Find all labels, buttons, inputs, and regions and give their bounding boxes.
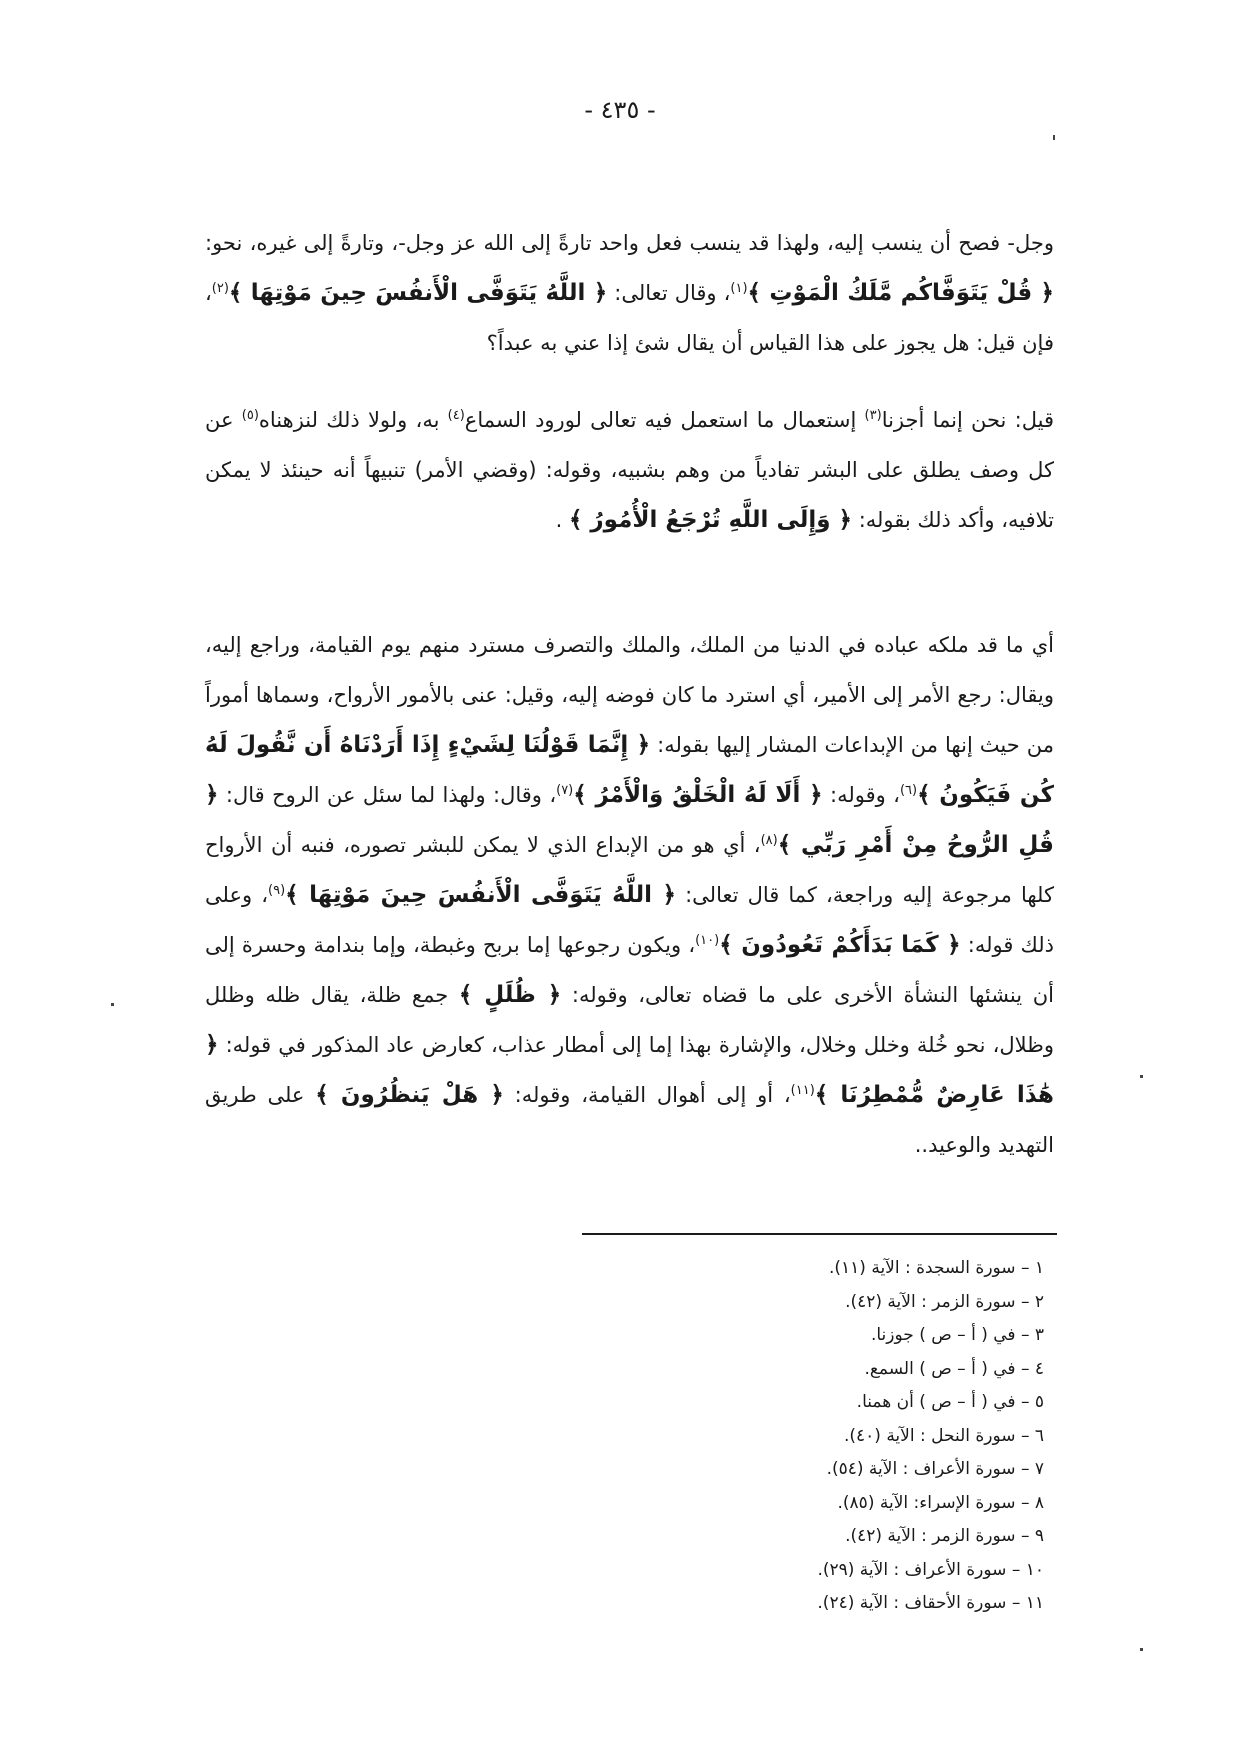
footnote-item: ٥ – في ( أ – ص ) أن همنا. (856, 1392, 1044, 1412)
footnote-ref: (١١) (790, 1083, 815, 1098)
text-segment: ، فإن قيل: هل يجوز على هذا القياس أن يقال شئ إذا عني به عبداً؟ (205, 281, 1054, 355)
footnote-item: ٧ – سورة الأعراف : الآية (٥٤). (826, 1459, 1044, 1479)
quran-verse: ﴿ هَلْ يَنظُرُونَ ﴾ (315, 1082, 504, 1108)
paragraph-3 (205, 620, 1054, 1170)
footnote-item: ٨ – سورة الإسراء: الآية (٨٥). (837, 1492, 1044, 1513)
text-segment: ، وقوله: (822, 783, 900, 807)
footnote-item: ١١ – سورة الأحقاف : الآية (٢٤). (817, 1593, 1044, 1613)
text-segment: ، وقال تعالى: (607, 281, 731, 305)
footnotes-list (444, 1252, 1044, 1621)
quran-verse: ﴿ اللَّهُ يَتَوَفَّى الْأَنفُسَ حِينَ مَوْتِهَا ﴾ (228, 280, 608, 306)
quran-verse: ﴿ اللَّهُ يَتَوَفَّى الْأَنفُسَ حِينَ مَوْتِهَا ﴾ (285, 882, 676, 908)
quran-verse: ﴿ هَٰذَا عَارِضٌ مُّمْطِرُنَا ﴾ (205, 1032, 1054, 1108)
quran-verse: ﴿ قُلِ الرُّوحُ مِنْ أَمْرِ رَبِّي ﴾ (205, 782, 1054, 858)
text-segment: على طريق التهديد والوعيد.. (205, 1083, 1054, 1157)
scan-speck (111, 1003, 114, 1006)
text-segment: ، وعلى ذلك قوله: (205, 883, 1054, 957)
quran-verse: ﴿ قُلْ يَتَوَفَّاكُم مَّلَكُ الْمَوْتِ ﴾ (747, 280, 1055, 306)
footnote-ref: (١٠) (695, 933, 720, 948)
quran-verse: ﴿ كَمَا بَدَأَكُمْ تَعُودُونَ ﴾ (719, 932, 961, 958)
footnote-ref: (١) (730, 281, 748, 296)
scan-speck (1053, 135, 1055, 140)
footnote-item: ١ – سورة السجدة : الآية (١١). (828, 1258, 1044, 1278)
text-segment: ، وقال: ولهذا لما سئل عن الروح قال: (218, 783, 557, 807)
footnote-item: ٩ – سورة الزمر : الآية (٤٢). (845, 1526, 1044, 1546)
footnote-item: ٦ – سورة النحل : الآية (٤٠). (843, 1425, 1044, 1446)
footnote-item: ١٠ – سورة الأعراف : الآية (٢٩). (817, 1559, 1044, 1580)
text-segment: به، ولولا ذلك لنزهناه (258, 408, 448, 432)
page-number: - ٤٣٥ - (584, 96, 656, 124)
footnote-ref: (٣) (864, 408, 882, 423)
text-segment: قيل: نحن إنما أجزنا (881, 408, 1054, 432)
footnote-separator (582, 1233, 1057, 1235)
text-segment: ، أي هو من الإبداع الذي لا يمكن للبشر تصوره، فنبه أن الأرواح كلها مرجوعة إليه وراجعة، كما قال تعالى: (205, 833, 1054, 907)
footnote-ref: (٤) (447, 408, 465, 423)
footnote-ref: (٢) (211, 281, 229, 296)
footnote-item: ٣ – في ( أ – ص ) جوزنا. (870, 1325, 1044, 1345)
footnote-ref: (٥) (241, 408, 259, 423)
paragraph-1 (205, 218, 1054, 368)
text-segment: أي ما قد ملكه عباده في الدنيا من الملك، والملك والتصرف مسترد منهم يوم القيامة، وراجع إليه، ويقال: رجع الأمر إلى الأمير، أي استرد ما كان فوضه إليه، وقيل: عنى بالأمور الأرواح، وسماها أموراً من حيث إنها من الإبداعات المشار إليها بقوله: (205, 633, 1054, 757)
footnote-ref: (٩) (268, 883, 286, 898)
text-segment: . (555, 508, 569, 532)
footnote-ref: (٧) (556, 783, 574, 798)
footnote-item: ٤ – في ( أ – ص ) السمع. (864, 1358, 1044, 1379)
footnote-ref: (٦) (899, 783, 918, 798)
quran-verse: ﴿ وَإِلَى اللَّهِ تُرْجَعُ الْأُمُورُ ﴾ (568, 507, 853, 533)
text-segment: وجل- فصح أن ينسب إليه، ولهذا قد ينسب فعل واحد تارةً إلى الله عز وجل-، وتارةً إلى غيره، نحو: (205, 231, 1054, 255)
scan-speck (1140, 1075, 1143, 1078)
paragraph-2 (205, 395, 1054, 545)
quran-verse: ﴿ ظُلَلٍ ﴾ (458, 982, 562, 1008)
text-segment: عن كل وصف يطلق على البشر تفادياً من وهم بشبيه، وقوله: (وقضي الأمر) تنبيهاً أنه حينئذ لا يمكن تلافيه، وأكد ذلك بقوله: (205, 408, 1054, 532)
quran-verse: ﴿ إِنَّمَا قَوْلُنَا لِشَيْءٍ إِذَا أَرَدْنَاهُ أَن نَّقُولَ لَهُ كُن فَيَكُونُ ﴾ (205, 732, 1054, 808)
text-segment: ، أو إلى أهوال القيامة، وقوله: (503, 1083, 791, 1107)
footnote-item: ٢ – سورة الزمر : الآية (٤٢). (845, 1291, 1044, 1312)
text-segment: جمع ظلة، يقال ظله وظلل وظلال، نحو خُلة وخلل وخلال، والإشارة بهذا إما إلى أمطار عذاب، كعارض عاد المذكور في قوله: (205, 983, 1054, 1057)
text-segment: إستعمال ما استعمل فيه تعالى لورود السماع (464, 408, 865, 432)
quran-verse: ﴿ أَلَا لَهُ الْخَلْقُ وَالْأَمْرُ ﴾ (573, 782, 823, 808)
footnote-ref: (٨) (760, 833, 778, 848)
text-segment: ، ويكون رجوعها إما بربح وغبطة، وإما بندامة وحسرة إلى أن ينشئها النشأة الأخرى على ما قضاه تعالى، وقوله: (205, 933, 1054, 1007)
scan-speck (1140, 1648, 1143, 1651)
